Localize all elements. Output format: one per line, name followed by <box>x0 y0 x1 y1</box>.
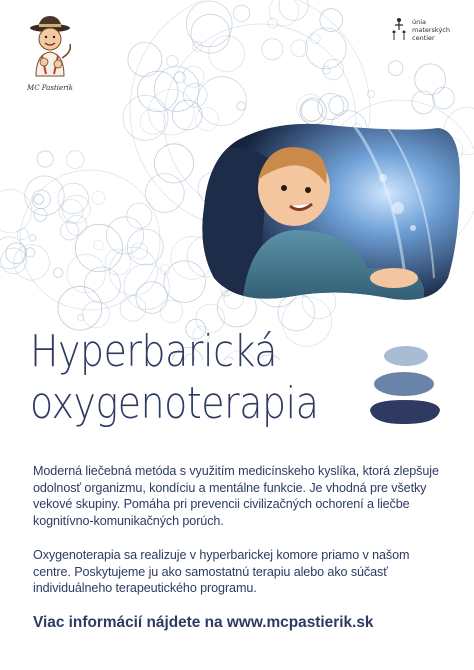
bubble-decoration <box>17 229 28 240</box>
bubble-decoration <box>209 36 245 72</box>
bubble-decoration <box>262 39 283 60</box>
bubble-decoration <box>233 5 249 21</box>
bubble-decoration <box>329 96 348 115</box>
bubble-decoration <box>92 191 105 204</box>
bubble-decoration <box>29 235 35 241</box>
logo-organization-name <box>412 18 450 42</box>
bubble-decoration <box>37 151 53 167</box>
bubble-decoration <box>58 286 102 330</box>
bubble-decoration <box>310 34 320 44</box>
bubble-decoration <box>123 95 168 140</box>
bubble-decoration <box>53 268 63 278</box>
logo-line: materských <box>412 26 450 34</box>
bubble-decoration <box>183 66 204 87</box>
bubble-decoration <box>62 195 90 223</box>
shepherd-boy-logo-icon <box>22 14 78 84</box>
bubble-decoration <box>323 59 344 80</box>
unia-materskych-centier-logo[interactable] <box>388 16 468 62</box>
bubble-decoration <box>110 247 158 295</box>
stone-top <box>384 346 428 366</box>
bubble-decoration <box>34 194 44 204</box>
family-figures-logo-icon <box>388 16 410 46</box>
stacked-stones-icon <box>366 342 444 426</box>
therapy-paragraph: Oxygenoterapia sa realizuje v hyperbarickej komore priamo v našom centre. Poskytujeme ju ako samostatnú terapiu alebo ako súčasť individuálneho terapeutického programu. <box>33 548 410 596</box>
bubble-decoration <box>14 245 50 281</box>
mc-pastierik-logo[interactable] <box>22 14 78 94</box>
bubble-decoration <box>84 267 120 303</box>
child-in-oxygen-chamber-photo <box>198 118 460 306</box>
logo-brand-text: MC Pastierik <box>27 84 73 92</box>
bubble-decoration <box>433 87 455 109</box>
bubble-decoration <box>412 91 435 114</box>
bubble-decoration <box>167 56 178 67</box>
bubble-decoration <box>60 222 78 240</box>
description-paragraph: Moderná liečebná metóda s využitím medicínskeho kyslíka, ktorá zlepšuje odolnosť organizmu, kondíciu a mentálne funkcie. Je vhodná pre všetky vekové skupiny. Pomáha pri prevencii civilizačných ochorení a liečbe kognitívno-komunikačných porúch. <box>33 464 439 528</box>
website-link[interactable]: Viac informácií nájdete na www.mcpastierik.sk <box>33 614 374 631</box>
bubble-decoration <box>75 224 122 271</box>
bubble-decoration <box>32 190 51 209</box>
bubble-decoration <box>237 102 246 111</box>
bubble-decoration <box>148 89 194 135</box>
bubble-decoration <box>83 301 110 328</box>
bubble-decoration <box>124 264 169 309</box>
title-line: oxygenoterapia <box>30 378 319 429</box>
page-title <box>30 326 318 430</box>
bubble-decoration <box>66 151 84 169</box>
bubble-decoration <box>388 61 403 76</box>
bubble-decoration <box>94 240 104 250</box>
logo-line: únia <box>412 18 427 26</box>
bubble-decoration <box>0 189 32 232</box>
title-line: Hyperbarická <box>30 326 278 377</box>
bubble-decoration <box>160 300 183 323</box>
bubble-decoration <box>131 243 147 259</box>
bubble-decoration <box>106 217 143 254</box>
bubble-decoration <box>140 109 165 134</box>
stone-middle <box>374 372 434 396</box>
bubble-decoration <box>120 296 146 322</box>
bubble-decoration <box>269 0 299 26</box>
logo-line: centier <box>412 34 435 42</box>
bubble-decoration <box>415 64 446 95</box>
stone-bottom <box>370 400 440 424</box>
bubble-decoration <box>127 203 152 228</box>
bubble-decoration <box>128 42 162 76</box>
